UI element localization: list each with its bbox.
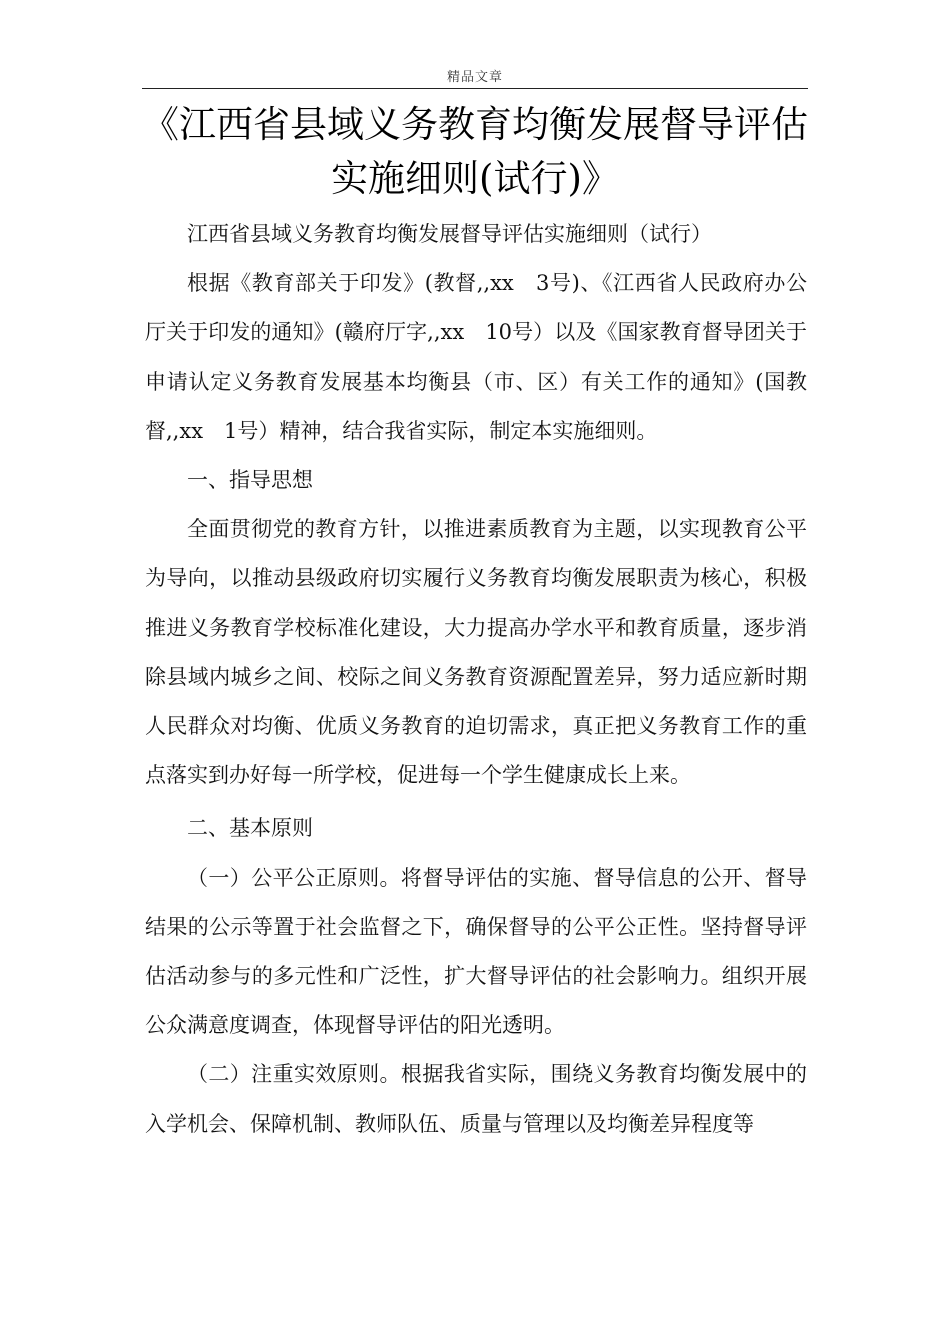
paragraph-principle-effectiveness: （二）注重实效原则。根据我省实际，围绕义务教育均衡发展中的入学机会、保障机制、教师队伍、质量与管理以及均衡差异程度等 (145, 1062, 807, 1136)
header-divider (142, 88, 808, 89)
document-body (145, 210, 807, 1149)
page-header-label: 精品文章 (446, 70, 503, 85)
document-title: 《江西省县域义务教育均衡发展督导评估实施细则(试行)》 (142, 103, 808, 200)
paragraph-guiding-ideology: 全面贯彻党的教育方针，以推进素质教育为主题，以实现教育公平为导向，以推动县级政府切实履行义务教育均衡发展职责为核心，积极推进义务教育学校标准化建设，大力提高办学水平和教育质量，逐步消除县域内城乡之间、校际之间义务教育资源配置差异，努力适应新时期人民群众对均衡、优质义务教育的迫切需求，真正把义务教育工作的重点落实到办好每一所学校，促进每一个学生健康成长上来。 (145, 517, 807, 788)
paragraph-basis: 根据《教育部关于印发》(教督,,xx 3号)、《江西省人民政府办公厅关于印发的通知》(赣府厅字,,xx 10号）以及《国家教育督导团关于申请认定义务教育发展基本均衡县（市、区）有关工作的通知》(国教督,,xx 1号）精神，结合我省实际，制定本实施细则。 (145, 271, 807, 443)
section-heading-guiding-ideology: 一、指导思想 (187, 468, 313, 493)
paragraph-principle-fairness: （一）公平公正原则。将督导评估的实施、督导信息的公开、督导结果的公示等置于社会监督之下，确保督导的公平公正性。坚持督导评估活动参与的多元性和广泛性，扩大督导评估的社会影响力。组织开展公众满意度调查，体现督导评估的阳光透明。 (145, 865, 807, 1038)
document-subtitle: 江西省县域义务教育均衡发展督导评估实施细则（试行） (187, 222, 712, 246)
section-heading-basic-principles: 二、基本原则 (187, 816, 313, 841)
